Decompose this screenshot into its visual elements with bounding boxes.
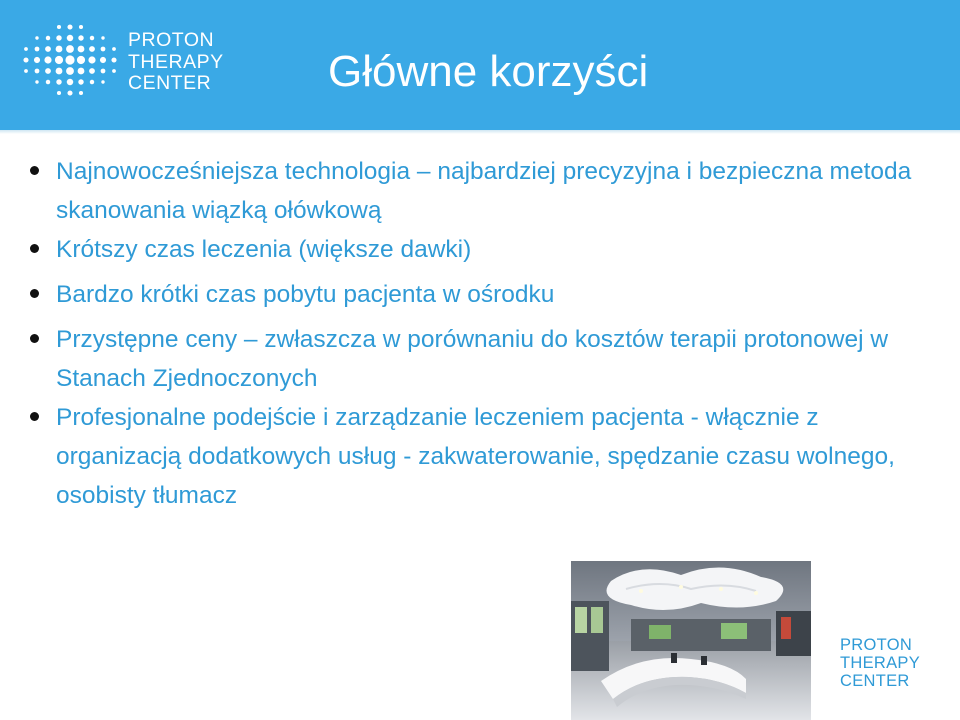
bullet-dot-icon <box>30 289 39 298</box>
reception-lobby-photo <box>571 561 811 720</box>
logo-line-2: THERAPY <box>128 50 224 73</box>
list-item <box>26 152 936 230</box>
footer-logo <box>840 636 920 690</box>
list-item-text: Krótszy czas leczenia (większe dawki) <box>56 236 472 263</box>
footer-logo-line-3: CENTER <box>840 672 910 690</box>
header-logo-text <box>128 30 224 95</box>
logo-line-1: PROTON <box>128 29 215 51</box>
footer-logo-line-1: PROTON <box>840 636 913 654</box>
list-item <box>26 275 936 314</box>
footer-logo-line-2: THERAPY <box>840 654 921 672</box>
list-item <box>26 230 936 269</box>
bullet-dot-icon <box>30 166 39 175</box>
logo-line-3: CENTER <box>128 72 212 94</box>
header-bar <box>0 0 960 130</box>
list-item <box>26 398 936 515</box>
list-item-text: Najnowocześniejsza technologia – najbardziej precyzyjna i bezpieczna metoda skanowania wiązką ołówkową <box>56 158 912 224</box>
page-title: Główne korzyści <box>328 47 649 96</box>
list-item-text: Profesjonalne podejście i zarządzanie leczeniem pacjenta - włącznie z organizacją dodatkowych usług - zakwaterowanie, spędzanie czasu wolnego, osobisty tłumacz <box>56 404 895 509</box>
header-shadow <box>0 130 960 134</box>
bullet-dot-icon <box>30 334 39 343</box>
bullet-dot-icon <box>30 412 39 421</box>
list-item-text: Bardzo krótki czas pobytu pacjenta w ośrodku <box>56 281 555 308</box>
bullet-dot-icon <box>30 244 39 253</box>
list-item-text: Przystępne ceny – zwłaszcza w porównaniu do kosztów terapii protonowej w Stanach Zjednoczonych <box>56 326 889 392</box>
list-item <box>26 320 936 398</box>
benefit-list <box>26 152 936 515</box>
